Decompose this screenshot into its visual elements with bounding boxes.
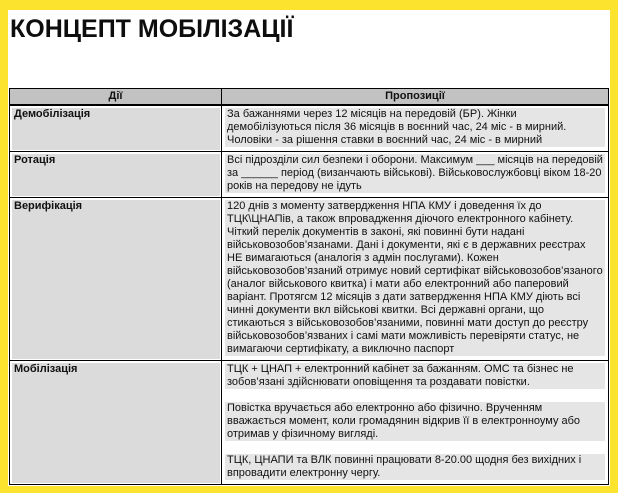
- proposal-cell-rotation: [222, 152, 609, 198]
- table-row-mobilization: [10, 361, 609, 485]
- proposal-paragraph: Всі підрозділи сил безпеки і оборони. Максимум ___ місяців на передовій за ______ період (визанчають військові). Військовослужбовці віком 18-20 років на передову не ідуть: [225, 154, 605, 193]
- proposal-paragraph: Повістка вручається або електронно або фізично. Врученням вважається момент, коли громадянин відкрив її в електронноуму або отримав у фізичному вигляді.: [225, 402, 605, 441]
- table-row-verification: [10, 198, 609, 361]
- page-title: КОНЦЕПТ МОБІЛІЗАЦІЇ: [10, 15, 294, 43]
- proposal-cell-mobilization: [222, 361, 609, 485]
- proposal-paragraph: ТЦК + ЦНАП + електронний кабінет за бажанням. ОМС та бізнес не зобов’язані здійснювати оповіщення та роздавати повістки.: [225, 363, 605, 389]
- action-label: Демобілізація: [14, 108, 91, 120]
- table-row-rotation: [10, 152, 609, 198]
- action-cell-mobilization: [10, 361, 222, 485]
- action-cell-verification: [10, 198, 222, 361]
- action-label: Верифікація: [14, 200, 83, 212]
- action-cell-rotation: [10, 152, 222, 198]
- proposal-paragraph: ТЦК, ЦНАПИ та ВЛК повинні працювати 8-20.00 щодня без вихідних і впровадити електронну чергу.: [225, 454, 605, 480]
- column-header-proposals: Пропозиції: [222, 89, 609, 106]
- table-header-row: [10, 89, 609, 106]
- proposal-cell-verification: [222, 198, 609, 361]
- proposal-cell-demobilization: [222, 105, 609, 152]
- table-row-demobilization: [10, 105, 609, 152]
- action-cell-demobilization: [10, 105, 222, 152]
- action-label: Ротація: [14, 154, 56, 166]
- proposal-paragraph: За бажаннями через 12 місяців на передовій (БР). Жінки демобілізуються після 36 місяців в воєнний час, 24 міс - в мирний. Чоловіки - за рішення ставки в воєнний час, 24 міс - в мирний: [225, 108, 605, 147]
- proposal-paragraph: 120 днів з моменту затвердження НПА КМУ і доведення їх до ТЦК\ЦНАПів, а також впровадження діючого електронного кабінету. Чіткий перелік документів в законі, які повинні бути надані військовозобов’язанами. Дані і документи, які є в державних реєстрах НЕ вимагаються (аналогія з адмін послугами). Кожен військовозобов’язаний отримує новий сертифікат військовозобов’язаного (аналог військового квитка) і мати або електронний або паперовий варіант. Протягсм 12 місяців з дати затвердження НПА КМУ діють всі чинні документи вкл військові квитки. Всі державні органи, що стикаються з військовозобов’язаними, повинні мати доступ до реєстру військовозобов’язваних і самі мати можливість перевіряти статус, не вимагаючи сертифікату, а виключно паспорт: [225, 200, 605, 356]
- document-page: [8, 10, 610, 486]
- column-header-actions: Дії: [10, 89, 222, 106]
- action-label: Мобілізація: [14, 363, 78, 375]
- mobilization-concept-table: [9, 88, 609, 485]
